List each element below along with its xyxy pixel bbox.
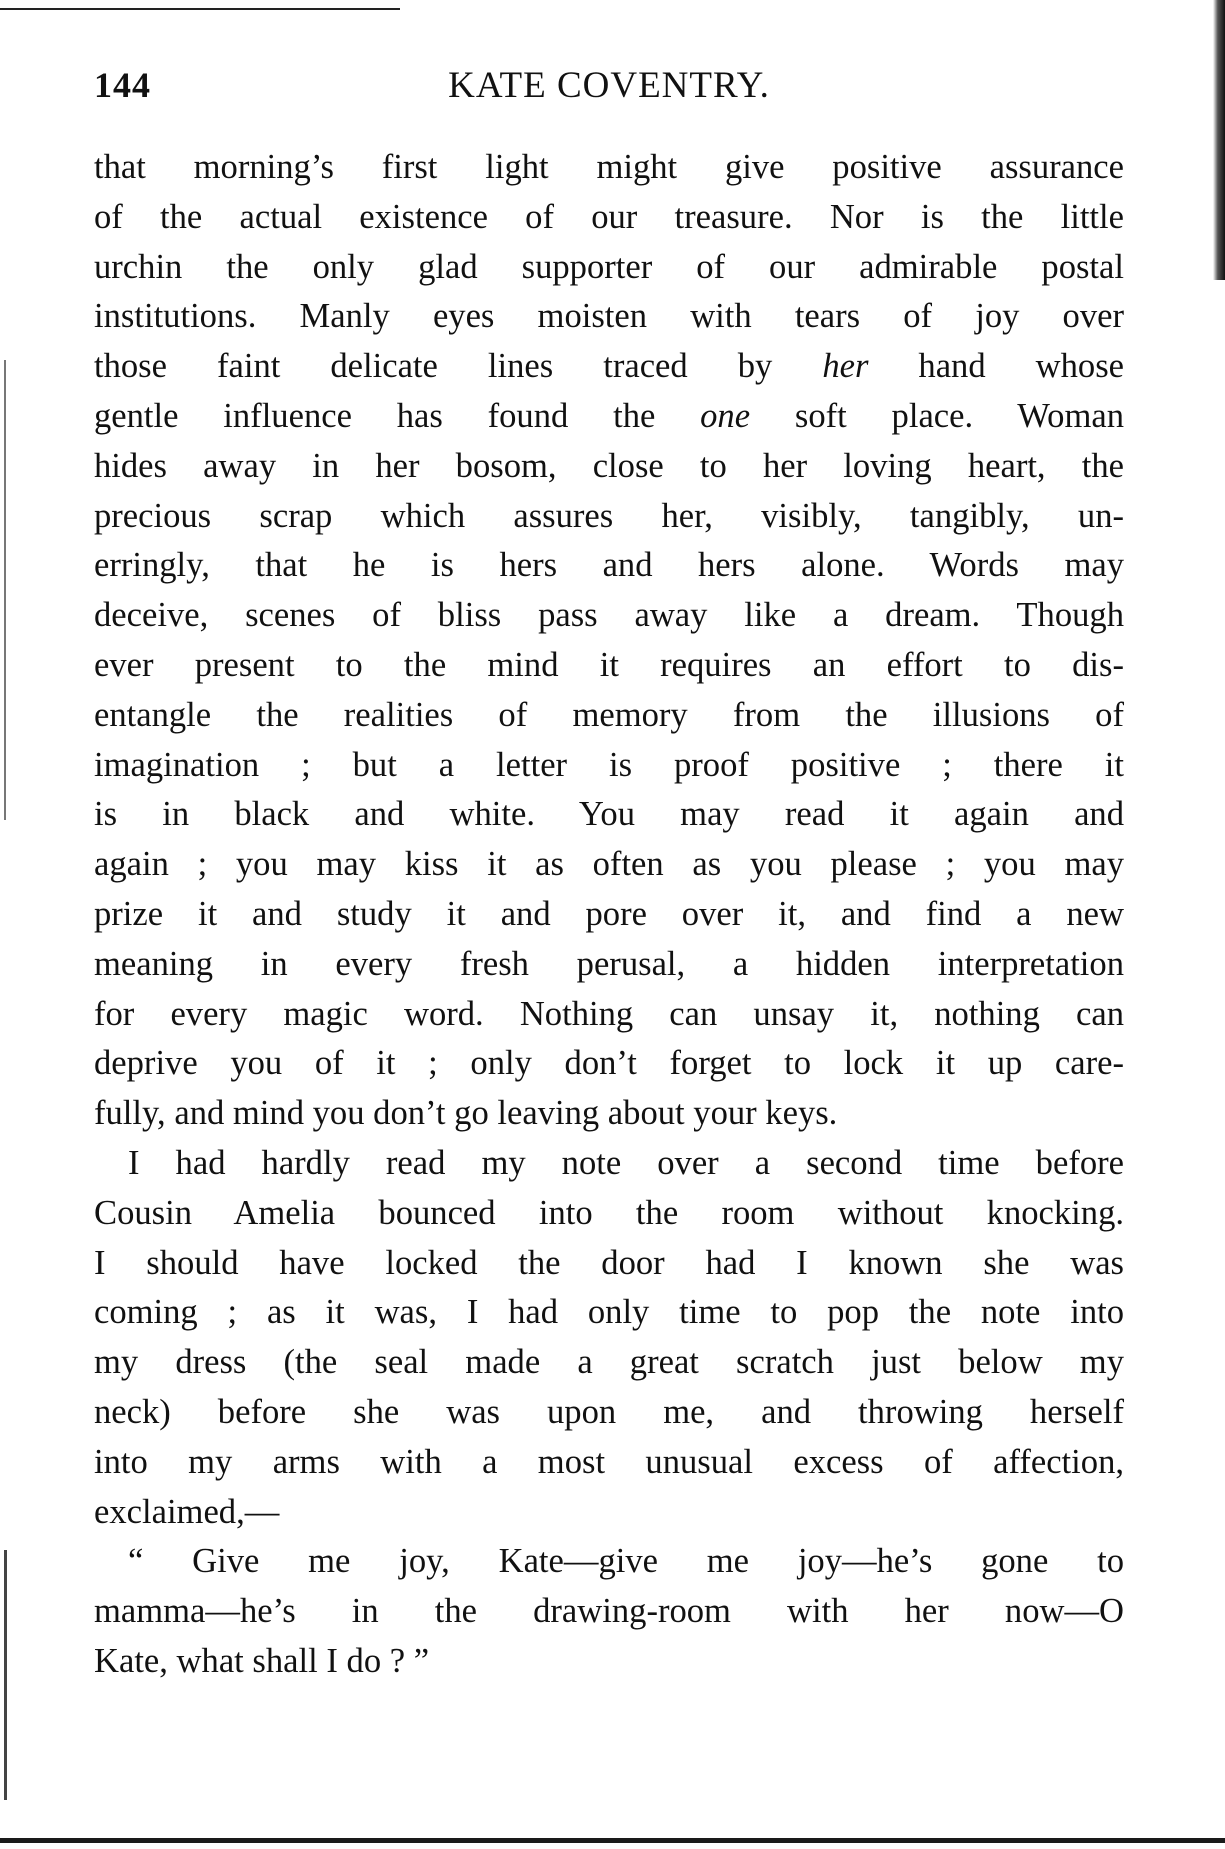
text-line: prize it and study it and pore over it, and find a new	[94, 894, 1124, 933]
binding-edge-shadow	[1213, 0, 1225, 280]
text-line: imagination ; but a letter is proof positive ; there it	[94, 745, 1124, 784]
italic-word: one	[700, 396, 751, 435]
left-edge-shadow	[4, 1550, 7, 1800]
text-line: of the actual existence of our treasure. Nor is the little	[94, 197, 1124, 236]
text-line: deprive you of it ; only don’t forget to lock it up care-	[94, 1044, 1124, 1083]
text-line: is in black and white. You may read it again and	[94, 795, 1124, 834]
paragraph-3	[94, 1537, 1124, 1686]
text-line: Kate, what shall I do ? ”	[94, 1641, 430, 1680]
text-line: fully, and mind you don’t go leaving about your keys.	[94, 1094, 838, 1133]
text-line: ever present to the mind it requires an effort to dis-	[94, 645, 1124, 684]
text-line: again ; you may kiss it as often as you please ; you may	[94, 845, 1124, 884]
text-line: institutions. Manly eyes moisten with tears of joy over	[94, 297, 1124, 336]
text-line: meaning in every fresh perusal, a hidden interpretation	[94, 944, 1124, 983]
text-line: exclaimed,—	[94, 1492, 280, 1531]
text-line: for every magic word. Nothing can unsay it, nothing can	[94, 994, 1124, 1033]
text-line: that morning’s first light might give positive assurance	[94, 148, 1124, 186]
text-line: erringly, that he is hers and hers alone. Words may	[94, 546, 1124, 585]
text-line: hides away in her bosom, close to her loving heart, the	[94, 446, 1124, 485]
text-line: urchin the only glad supporter of our admirable postal	[94, 247, 1124, 286]
text-line: my dress (the seal made a great scratch just below my	[94, 1343, 1124, 1382]
page-header	[94, 64, 1124, 114]
top-rule	[0, 8, 400, 10]
text-line: precious scrap which assures her, visibly, tangibly, un-	[94, 496, 1124, 535]
left-margin-mark	[4, 360, 6, 820]
text-line: I should have locked the door had I known she was	[94, 1243, 1124, 1282]
bottom-rule	[0, 1838, 1225, 1843]
text-line: “ Give me joy, Kate—give me joy—he’s gone to	[128, 1542, 1124, 1581]
text-line: entangle the realities of memory from the illusions of	[94, 695, 1124, 734]
text-line: deceive, scenes of bliss pass away like a dream. Though	[94, 596, 1124, 635]
body-text	[94, 143, 1124, 1687]
text-line: neck) before she was upon me, and throwing herself	[94, 1392, 1124, 1431]
paragraph-1	[94, 143, 1124, 1139]
paragraph-2	[94, 1139, 1124, 1537]
text-line: coming ; as it was, I had only time to pop the note into	[94, 1293, 1124, 1332]
text-line: into my arms with a most unusual excess of affection,	[94, 1442, 1124, 1481]
running-title: KATE COVENTRY.	[448, 65, 770, 106]
text-line: Cousin Amelia bounced into the room without knocking.	[94, 1193, 1124, 1232]
text-line: I had hardly read my note over a second time before	[128, 1143, 1124, 1182]
text-line: mamma—he’s in the drawing-room with her now—O	[94, 1592, 1124, 1631]
italic-word: her	[822, 347, 869, 386]
text-line: those faint delicate lines traced by her hand whose	[94, 347, 1125, 386]
page-number: 144	[94, 65, 151, 105]
text-line: gentle influence has found the one soft place. Woman	[94, 396, 1124, 435]
